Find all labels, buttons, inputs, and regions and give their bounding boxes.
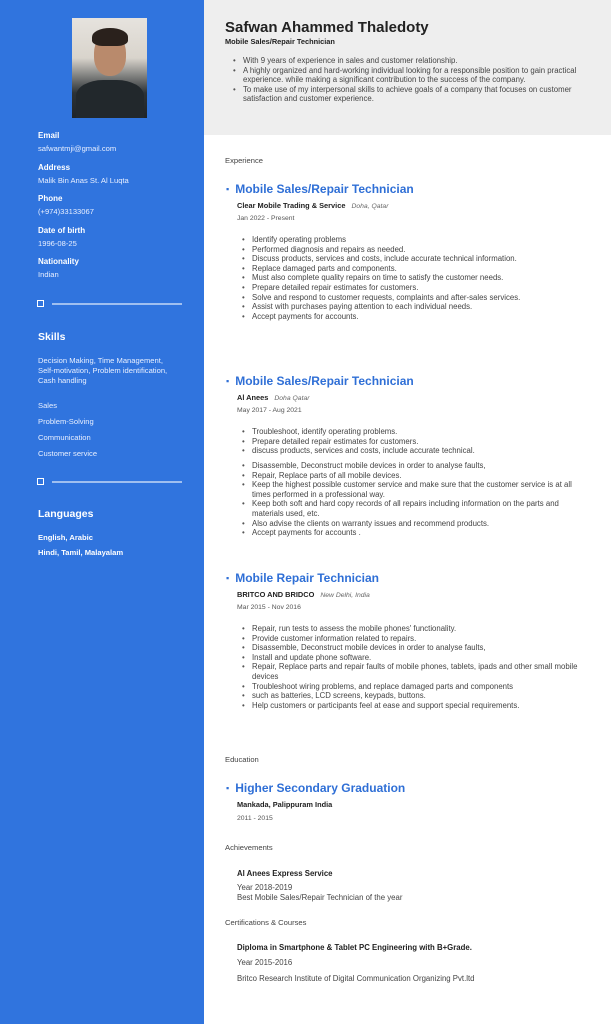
job-bullet: • Prepare detailed repair estimates for customers. xyxy=(242,283,587,293)
summary-item: • To make use of my interpersonal skills to achieve goals of a company that focuses on customer satisfaction and customer experience. xyxy=(233,85,593,104)
job-bullet: • Repair, Replace parts and repair faults of mobile phones, tablets, ipads and other small mobile devices xyxy=(242,662,587,681)
skill-item: Customer service xyxy=(38,449,98,458)
job-bullet: • Accept payments for accounts . xyxy=(242,528,587,538)
contact-value: (+974)33133067 xyxy=(38,207,94,216)
contact-value: Indian xyxy=(38,270,59,279)
job-bullet: • Repair, run tests to assess the mobile phones' functionality. xyxy=(242,624,587,634)
language-item: English, Arabic xyxy=(38,533,93,542)
job-bullet: • Identify operating problems xyxy=(242,235,587,245)
job-bullet: • Help customers or participants feel at ease and support special requirements. xyxy=(242,701,587,711)
contact-value: safwantmji@gmail.com xyxy=(38,144,117,153)
job-bullets xyxy=(242,624,587,710)
summary-list xyxy=(233,56,593,104)
company-location: Doha, Qatar xyxy=(351,203,389,210)
contact-label: Date of birth xyxy=(38,225,86,235)
certification-year: Year 2015-2016 xyxy=(237,958,293,967)
job-bullet: • Accept payments for accounts. xyxy=(242,312,587,322)
company-location: Doha Qatar xyxy=(274,395,310,402)
job-bullet: • Prepare detailed repair estimates for customers. xyxy=(242,437,587,447)
job-company xyxy=(237,201,388,210)
certification-title: Diploma in Smartphone & Tablet PC Engineering with B+Grade. xyxy=(237,943,472,952)
education-title: ▪ Higher Secondary Graduation xyxy=(226,781,405,795)
skill-item: Decision Making, Time Management, Self-motivation, Problem identification, Cash handling xyxy=(38,356,168,385)
job-bullets xyxy=(242,461,587,538)
achievement-desc: Best Mobile Sales/Repair Technician of the year xyxy=(237,893,403,902)
candidate-name: Safwan Ahammed Thaledoty xyxy=(225,19,429,36)
job-title: ▪ Mobile Sales/Repair Technician xyxy=(226,182,414,196)
job-bullet: • Disassemble, Deconstruct mobile devices in order to analyse faults, xyxy=(242,461,587,471)
job-bullet: • Disassemble, Deconstruct mobile devices in order to analyse faults, xyxy=(242,643,587,653)
contact-label: Nationality xyxy=(38,257,79,266)
company-name: Al Anees xyxy=(237,393,269,402)
achievements-heading: Achievements xyxy=(225,843,273,852)
job-bullet: • discuss products, services and costs, include accurate technical. xyxy=(242,446,587,456)
job-bullet: • Keep both soft and hard copy records of all repairs including information on the parts and materials used, etc. xyxy=(242,499,587,518)
skill-item: Communication xyxy=(38,433,91,442)
job-bullets xyxy=(242,427,587,456)
job-bullet: • Troubleshoot, identify operating problems. xyxy=(242,427,587,437)
job-title: ▪ Mobile Sales/Repair Technician xyxy=(226,374,414,388)
job-bullet: • Also advise the clients on warranty issues and recommend products. xyxy=(242,519,587,529)
skills-heading: Skills xyxy=(38,331,66,343)
education-school: Mankada, Palippuram India xyxy=(237,800,333,809)
job-bullet: • Repair, Replace parts of all mobile devices. xyxy=(242,471,587,481)
company-name: BRITCO AND BRIDCO xyxy=(237,590,315,599)
job-company xyxy=(237,393,310,402)
job-bullet: • Keep the highest possible customer service and make sure that the customer service is at all times performed in a professional way. xyxy=(242,480,587,499)
education-heading: Education xyxy=(225,755,259,764)
company-location: New Delhi, India xyxy=(320,592,370,599)
job-bullet: • Assist with purchases paying attention to each individual needs. xyxy=(242,302,587,312)
job-bullet: • Install and update phone software. xyxy=(242,653,587,663)
language-item: Hindi, Tamil, Malayalam xyxy=(38,548,124,557)
profile-photo xyxy=(72,18,147,118)
job-bullet: • Discuss products, services and costs, include accurate technical information. xyxy=(242,254,587,264)
resume-header xyxy=(204,0,611,135)
job-bullet: • such as batteries, LCD screens, keypads, buttons. xyxy=(242,691,587,701)
job-bullet: • Provide customer information related to repairs. xyxy=(242,634,587,644)
job-bullet: • Performed diagnosis and repairs as needed. xyxy=(242,245,587,255)
contact-value: 1996-08-25 xyxy=(38,238,77,248)
divider xyxy=(37,300,182,308)
company-name: Clear Mobile Trading & Service xyxy=(237,201,346,210)
candidate-role: Mobile Sales/Repair Technician xyxy=(225,37,335,46)
job-bullet: • Solve and respond to customer requests, complaints and after-sales services. xyxy=(242,293,587,303)
certifications-heading: Certifications & Courses xyxy=(225,918,307,927)
job-dates: May 2017 - Aug 2021 xyxy=(237,407,302,414)
contact-label: Email xyxy=(38,131,60,140)
job-bullet: • Must also complete quality repairs on time to satisfy the customer needs. xyxy=(242,273,587,283)
education-dates: 2011 - 2015 xyxy=(237,815,273,822)
job-title: ▪ Mobile Repair Technician xyxy=(226,571,379,585)
certification-desc: Britco Research Institute of Digital Communication Organizing Pvt.ltd xyxy=(237,974,475,983)
languages-heading: Languages xyxy=(38,508,94,520)
contact-value: Malik Bin Anas St. Al Luqta xyxy=(38,175,129,185)
job-dates: Jan 2022 - Present xyxy=(237,215,295,222)
job-bullet: • Troubleshoot wiring problems, and replace damaged parts and components xyxy=(242,682,587,692)
contact-label: Phone xyxy=(38,194,63,203)
summary-item: • With 9 years of experience in sales and customer relationship. xyxy=(233,56,593,66)
divider xyxy=(37,478,182,486)
summary-item: • A highly organized and hard-working individual looking for a responsible position to gain practical experience. while making a significant contribution to the success of the company. xyxy=(233,66,593,85)
job-bullet: • Replace damaged parts and components. xyxy=(242,264,587,274)
achievement-year: Year 2018-2019 xyxy=(237,883,293,892)
skill-item: Problem-Solving xyxy=(38,417,94,426)
job-dates: Mar 2015 - Nov 2016 xyxy=(237,604,301,611)
sidebar xyxy=(0,0,204,1024)
job-company xyxy=(237,590,370,599)
achievement-title: Al Anees Express Service xyxy=(237,869,333,878)
job-bullets xyxy=(242,235,587,321)
skill-item: Sales xyxy=(38,401,57,410)
contact-label: Address xyxy=(38,162,71,172)
experience-heading: Experience xyxy=(225,156,263,165)
